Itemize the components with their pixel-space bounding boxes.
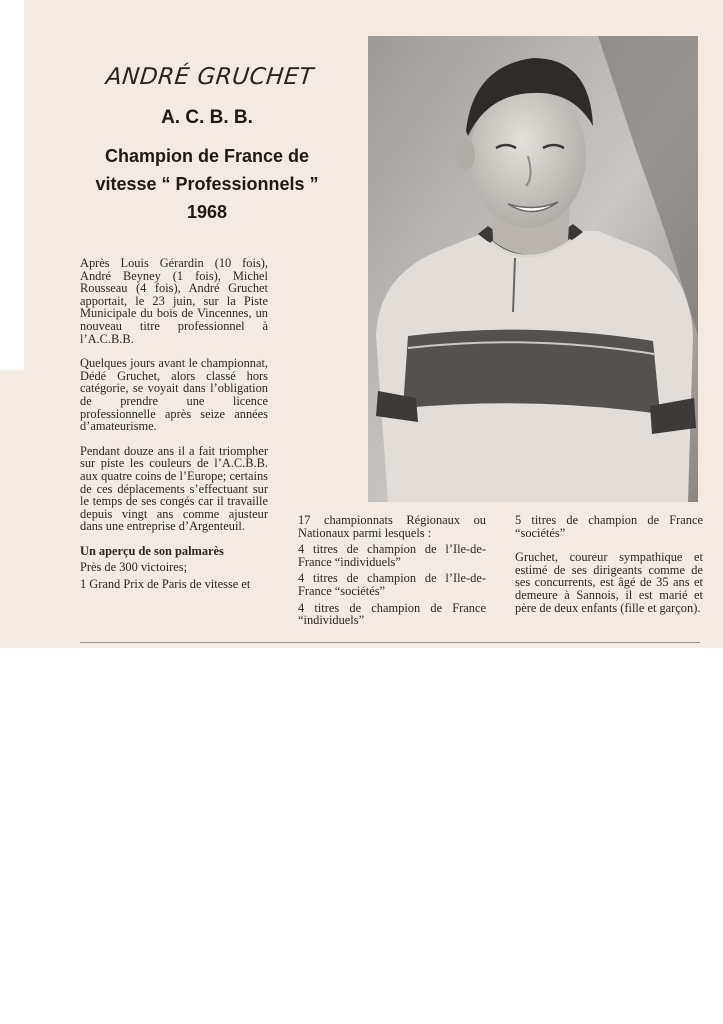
cyclist-portrait-photo [368,36,698,502]
paragraph-intro: Après Louis Gérardin (10 fois), André Beyney (1 fois), Michel Rousseau (4 fois), André Gruchet apportait, le 23 juin, sur la Piste Municipale du bois de Vincennes, un nouveau titre professionnel à l’A.C.B.B. [80,256,268,346]
clipping-edge [0,370,24,648]
paragraph-license: Quelques jours avant le championnat, Dédé Gruchet, alors classé hors catégorie, se voyait dans l’obligation de prendre une licence professionnelle après seize années d’amateurisme. [80,356,268,434]
headline-line-2: vitesse “ Professionnels ” [95,174,319,194]
palmares-item: 4 titres de champion de l’Ile-de-France “sociétés” [298,571,486,598]
palmares-heading: Un aperçu de son palmarès [80,543,224,558]
palmares-item: 4 titres de champion de France “individuels” [298,600,486,628]
article-column-1 [80,257,268,595]
club-name: A. C. B. B. [161,107,253,128]
palmares-item: 1 Grand Prix de Paris de vitesse et [80,577,251,592]
headline-line-1: Champion de France de [104,146,310,166]
article-column-2 [298,514,486,631]
handwritten-name: ANDRÉ GRUCHET [104,64,315,90]
palmares-item: 17 championnats Régionaux ou Nationaux parmi lesquels : [298,513,486,540]
paragraph-biography: Gruchet, coureur sympathique et estimé de ses dirigeants comme de ses concurrents, est âgé de 35 ans et demeure à Sannois, il est marié et père de deux enfants (fille et garçon). [515,550,703,615]
article-column-3 [515,514,703,626]
portrait-illustration [368,36,698,502]
headline-year: 1968 [186,202,228,222]
paragraph-career: Pendant douze ans il a fait triompher sur piste les couleurs de l’A.C.B.B. aux quatre coins de l’Europe; certains de ces déplacements s’effectuant sur le temps de ses congés car il travaille depuis vingt ans comme ajusteur dans une entreprise d’Argenteuil. [80,443,268,534]
bottom-rule [80,642,700,643]
palmares-item: 5 titres de champion de France “sociétés” [515,513,703,540]
palmares-item: 4 titres de champion de l’Ile-de-France “individuels” [298,542,486,569]
palmares-item: Près de 300 victoires; [80,560,188,575]
